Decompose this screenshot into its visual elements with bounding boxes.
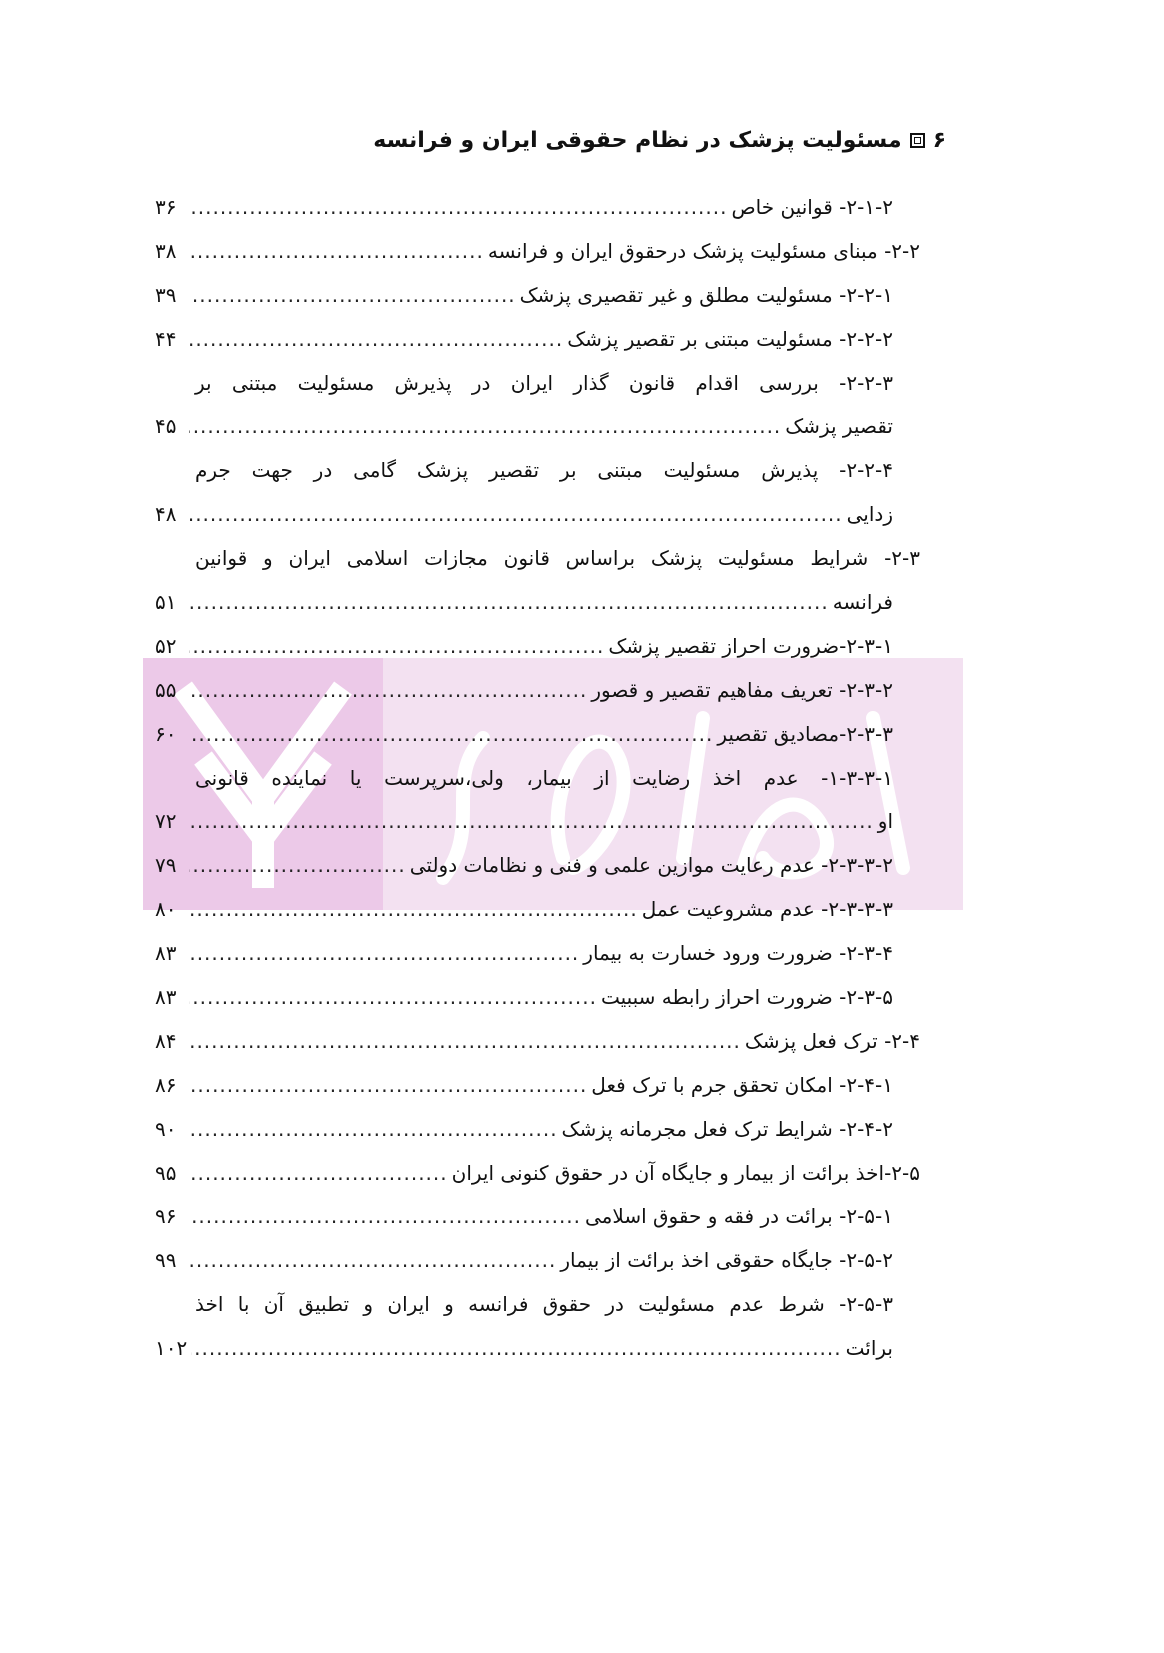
page-number: ۶ <box>932 128 946 153</box>
dot-leader <box>189 1020 741 1064</box>
toc-entry-title: ۲-۳-۴- ضرورت ورود خسارت به بیمار <box>583 941 893 966</box>
toc-entry-title: ۲-۳-۵- ضرورت احراز رابطه سببیت <box>600 985 893 1010</box>
dot-leader <box>189 1195 581 1239</box>
toc-entry[interactable] <box>155 449 920 493</box>
toc-entry[interactable] <box>155 493 920 537</box>
toc-page-number: ۷۹ <box>155 853 177 878</box>
toc-page-number: ۷۲ <box>155 809 177 834</box>
toc-page-number: ۵۵ <box>155 677 177 702</box>
toc-entry[interactable] <box>155 318 920 362</box>
dot-leader <box>189 1239 556 1283</box>
toc-entry[interactable] <box>155 757 920 801</box>
dot-leader <box>189 625 604 669</box>
toc-entry-title: ۲-۴-۲- شرایط ترک فعل مجرمانه پزشک <box>561 1116 893 1141</box>
toc-entry-title: ۲-۳-۳-مصادیق تقصیر <box>717 721 893 746</box>
toc-entry[interactable] <box>155 1195 920 1239</box>
dot-leader <box>189 888 638 932</box>
toc-entry-title: ۲-۴- ترک فعل پزشک <box>744 1028 920 1053</box>
toc-page-number: ۴۵ <box>155 414 177 439</box>
square-ornament-icon <box>910 133 925 148</box>
toc-entry[interactable] <box>155 230 920 274</box>
toc-page-number: ۸۶ <box>155 1072 177 1097</box>
dot-leader <box>189 713 713 757</box>
toc-entry[interactable] <box>155 1152 920 1196</box>
toc-entry-title: ۲-۳-۲- تعریف مفاهیم تقصیر و قصور <box>591 677 893 702</box>
toc-page-number: ۸۳ <box>155 985 177 1010</box>
dot-leader <box>191 1327 841 1371</box>
toc-page-number: ۸۳ <box>155 941 177 966</box>
toc-entry-title: فرانسه <box>832 590 893 615</box>
toc-entry-title: ۲-۵-۲- جایگاه حقوقی اخذ برائت از بیمار <box>560 1248 893 1273</box>
toc-page-number: ۴۸ <box>155 502 177 527</box>
dot-leader <box>189 318 563 362</box>
toc-entry-title: ۲-۲-۴- پذیرش مسئولیت مبتنی بر تقصیر پزشک گامی در جهت جرم <box>195 458 893 483</box>
toc-entry-title: برائت <box>845 1336 893 1361</box>
toc-entry[interactable] <box>155 405 920 449</box>
toc-entry-title: ۱-۳-۳-۱- عدم اخذ رضایت از بیمار، ولی،سرپرست یا نماینده قانونی <box>195 765 893 790</box>
toc-entry-title: ۲-۲- مبنای مسئولیت پزشک درحقوق ایران و فرانسه <box>487 238 920 263</box>
toc-entry-title: ۲-۲-۳- بررسی اقدام قانون گذار ایران در پذیرش مسئولیت مبتنی بر <box>195 370 893 395</box>
toc-page-number: ۵۲ <box>155 633 177 658</box>
toc-page-number: ۶۰ <box>155 721 177 746</box>
dot-leader <box>189 669 587 713</box>
toc-page-number: ۸۰ <box>155 897 177 922</box>
toc-page-number: ۸۴ <box>155 1028 177 1053</box>
toc-entry-title: ۲-۳-۳-۳- عدم مشروعیت عمل <box>641 897 893 922</box>
toc-entry[interactable] <box>155 1064 920 1108</box>
toc-entry-title: ۲-۴-۱- امکان تحقق جرم با ترک فعل <box>591 1072 893 1097</box>
page-header <box>373 128 946 153</box>
toc-entry-title: ۲-۳- شرایط مسئولیت پزشک براساس قانون مجازات اسلامی ایران و قوانین <box>195 546 920 571</box>
toc-entry[interactable] <box>155 1020 920 1064</box>
dot-leader <box>189 186 727 230</box>
dot-leader <box>189 976 597 1020</box>
toc-entry[interactable] <box>155 1239 920 1283</box>
dot-leader <box>189 274 516 318</box>
toc-entry[interactable] <box>155 844 920 888</box>
toc-page-number: ۳۹ <box>155 282 177 307</box>
toc-entry[interactable] <box>155 976 920 1020</box>
dot-leader <box>189 1108 558 1152</box>
toc-entry[interactable] <box>155 800 920 844</box>
toc-entry-title: ۲-۳-۱-ضرورت احراز تقصیر پزشک <box>608 633 893 658</box>
toc-entry[interactable] <box>155 932 920 976</box>
toc-page-number: ۹۰ <box>155 1116 177 1141</box>
toc-page-number: ۵۱ <box>155 590 177 615</box>
toc-entry[interactable] <box>155 1283 920 1327</box>
dot-leader <box>189 800 874 844</box>
toc-entry-title: تقصیر پزشک <box>785 414 893 439</box>
toc-page-number: ۳۸ <box>155 238 177 263</box>
toc-entry[interactable] <box>155 581 920 625</box>
toc-entry-title: ۲-۵-۱- برائت در فقه و حقوق اسلامی <box>585 1204 893 1229</box>
toc-entry[interactable] <box>155 537 920 581</box>
dot-leader <box>189 493 843 537</box>
dot-leader <box>189 581 829 625</box>
table-of-contents <box>155 186 920 1371</box>
dot-leader <box>189 230 484 274</box>
dot-leader <box>189 844 406 888</box>
toc-page-number: ۹۵ <box>155 1160 177 1185</box>
toc-entry[interactable] <box>155 1327 920 1371</box>
toc-page-number: ۹۹ <box>155 1248 177 1273</box>
toc-entry[interactable] <box>155 669 920 713</box>
toc-entry-title: ۲-۲-۱- مسئولیت مطلق و غیر تقصیری پزشک <box>519 282 893 307</box>
dot-leader <box>189 1064 587 1108</box>
toc-entry[interactable] <box>155 274 920 318</box>
toc-entry-title: او <box>877 809 893 834</box>
toc-entry-title: ۲-۵-اخذ برائت از بیمار و جایگاه آن در حقوق کنونی ایران <box>451 1160 920 1185</box>
dot-leader <box>189 405 781 449</box>
toc-entry[interactable] <box>155 362 920 406</box>
toc-page-number: ۱۰۲ <box>155 1336 188 1361</box>
toc-entry-title: ۲-۵-۳- شرط عدم مسئولیت در حقوق فرانسه و ایران و تطبیق آن با اخذ <box>195 1292 893 1317</box>
toc-entry[interactable] <box>155 713 920 757</box>
toc-entry[interactable] <box>155 186 920 230</box>
toc-entry-title: ۲-۳-۳-۲- عدم رعایت موازین علمی و فنی و نظامات دولتی <box>409 853 893 878</box>
toc-page-number: ۹۶ <box>155 1204 177 1229</box>
toc-entry-title: زدایی <box>846 502 893 527</box>
toc-entry[interactable] <box>155 1108 920 1152</box>
dot-leader <box>189 1152 448 1196</box>
toc-page-number: ۴۴ <box>155 326 177 351</box>
running-title: مسئولیت پزشک در نظام حقوقی ایران و فرانسه <box>373 128 902 153</box>
dot-leader <box>189 932 579 976</box>
toc-entry-title: ۲-۲-۲- مسئولیت مبتنی بر تقصیر پزشک <box>567 326 893 351</box>
toc-entry[interactable] <box>155 625 920 669</box>
toc-entry[interactable] <box>155 888 920 932</box>
toc-page-number: ۳۶ <box>155 195 177 219</box>
toc-entry-title: ۲-۱-۲- قوانین خاص <box>731 195 893 219</box>
